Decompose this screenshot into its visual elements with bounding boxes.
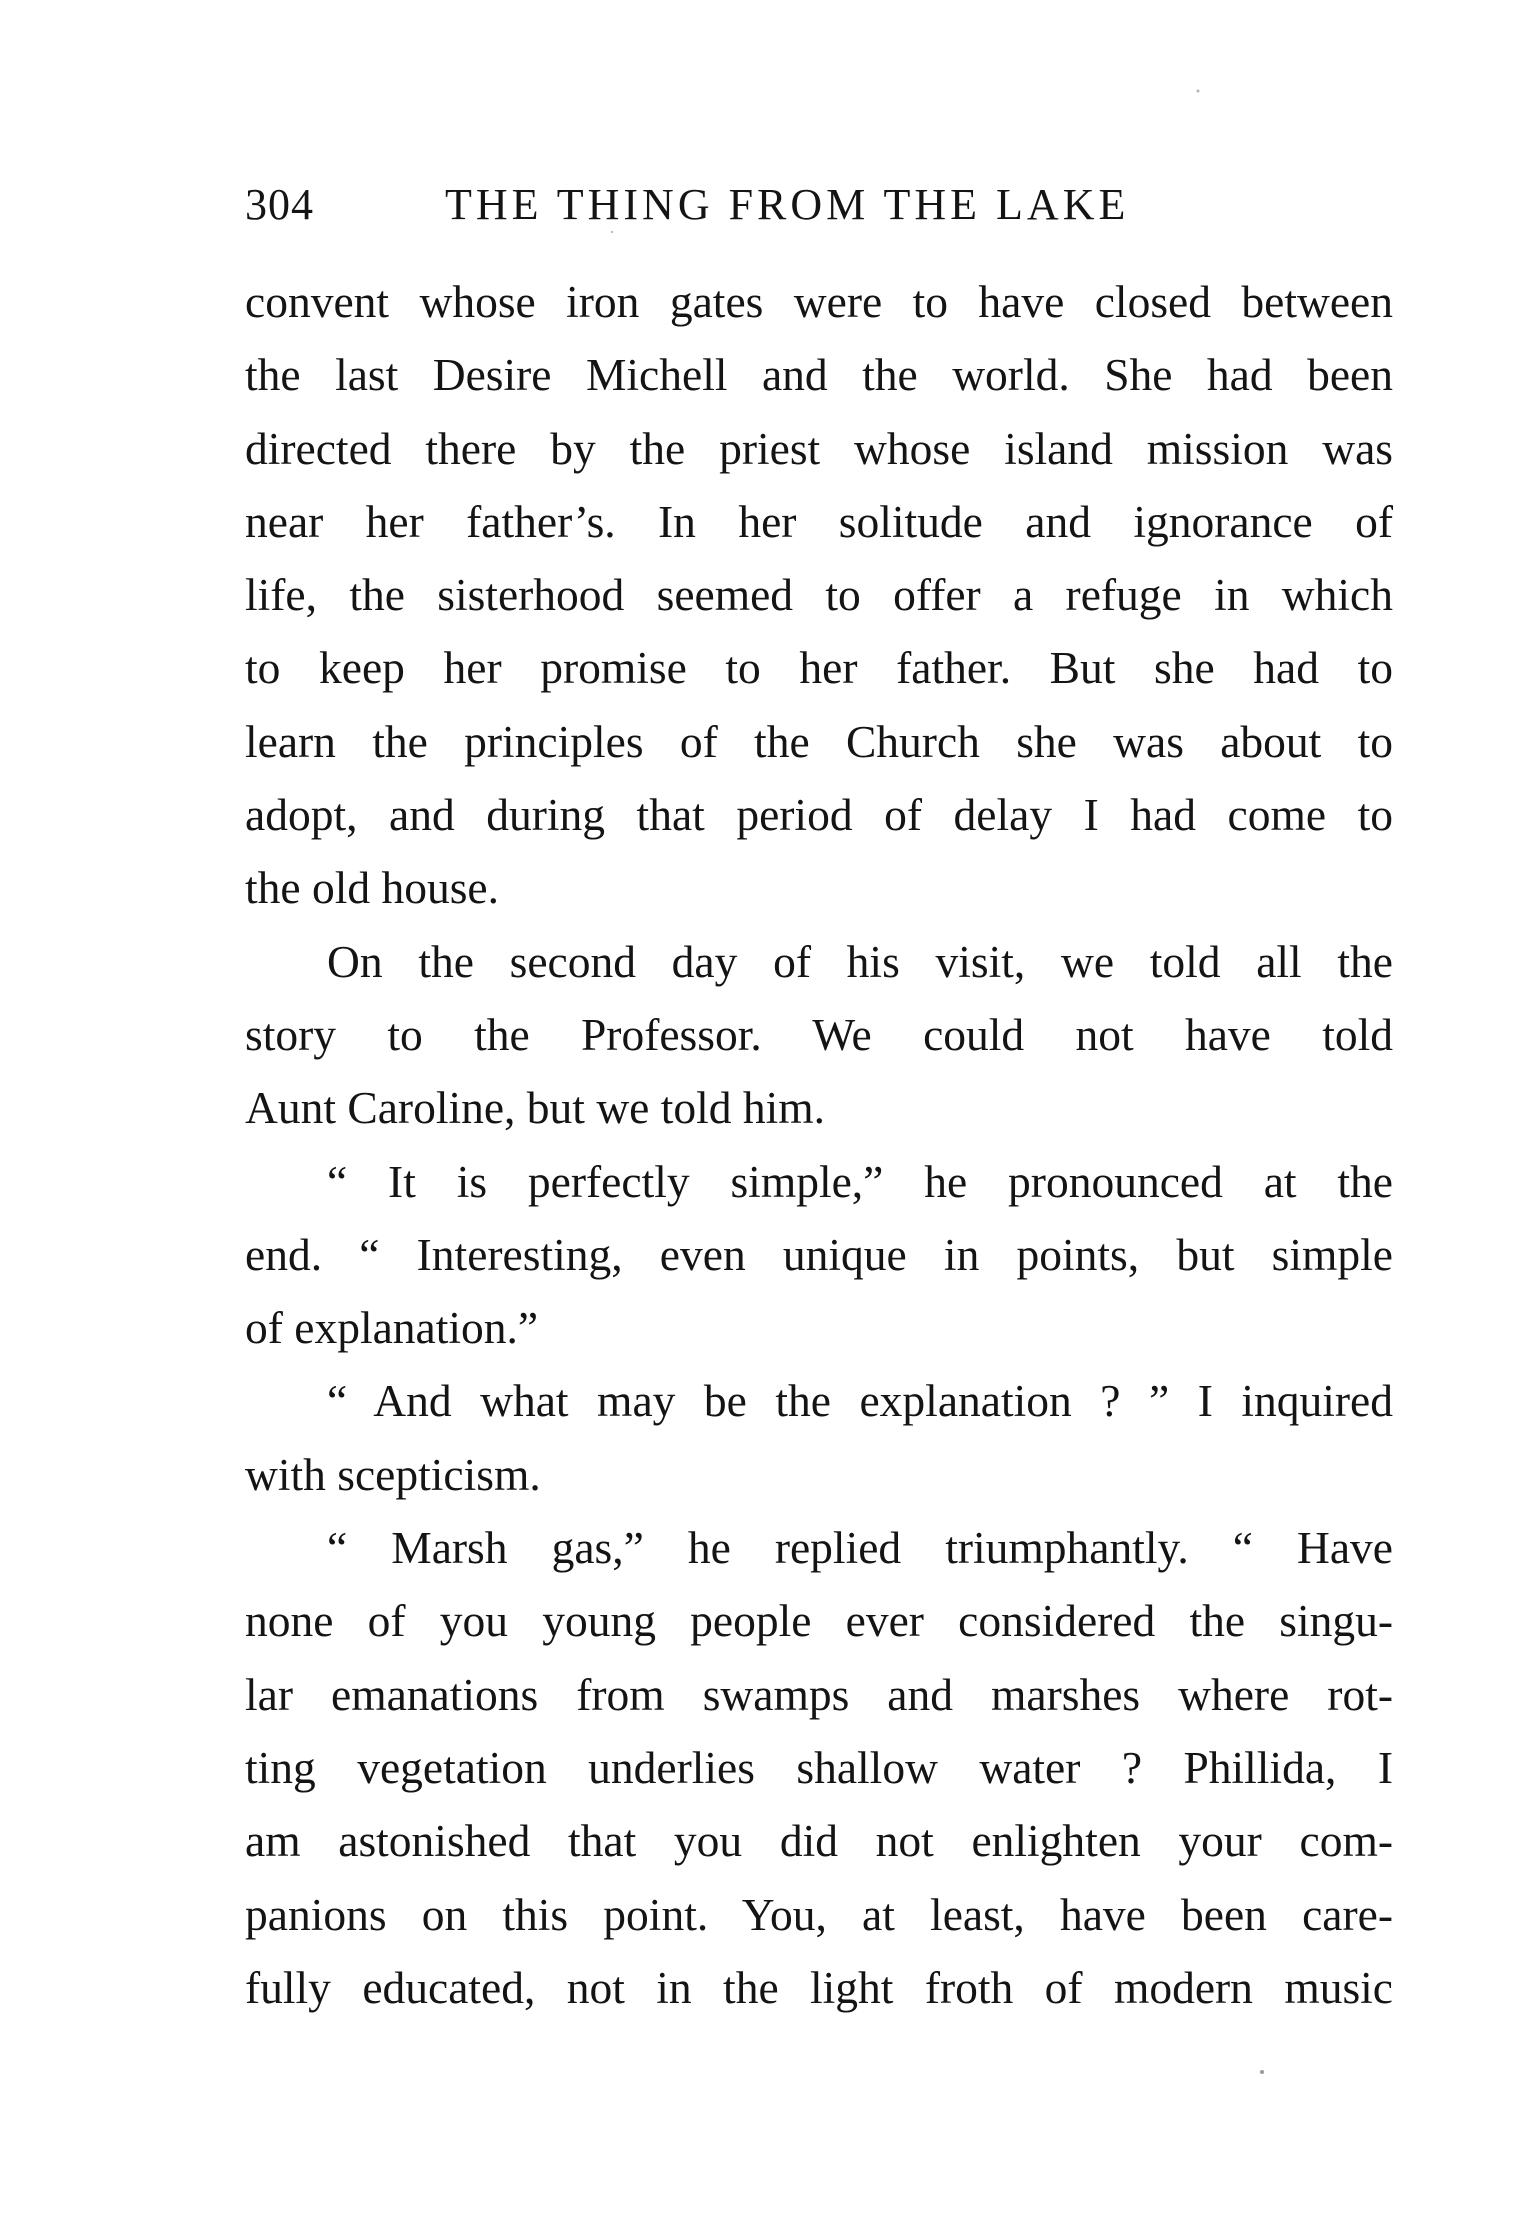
page-number: 304 <box>245 180 314 229</box>
text-line: “ It is perfectly simple,” he pronounced at the <box>327 1155 1393 1207</box>
text-line: to keep her promise to her father. But she had to <box>245 642 1393 694</box>
text-line: ting vegetation underlies shallow water ? Phillida, I <box>245 1741 1393 1793</box>
text-line: near her father’s. In her solitude and ignorance of <box>245 495 1393 547</box>
text-line: life, the sisterhood seemed to offer a refuge in which <box>245 569 1393 621</box>
text-line: the last Desire Michell and the world. She had been <box>245 349 1393 401</box>
text-line: of explanation.” <box>245 1302 539 1354</box>
text-line: convent whose iron gates were to have closed between <box>245 276 1393 327</box>
paper-speck <box>1260 2070 1264 2074</box>
text-line: “ Marsh gas,” he replied triumphantly. “ Have <box>327 1522 1393 1574</box>
page-header <box>245 175 1245 235</box>
text-line: learn the principles of the Church she was about to <box>245 715 1393 767</box>
text-line: adopt, and during that period of delay I had come to <box>245 789 1393 841</box>
text-line: the old house. <box>245 862 500 914</box>
text-line: with scepticism. <box>245 1448 541 1500</box>
body-text <box>245 265 1393 2024</box>
text-line: end. “ Interesting, even unique in points, but simple <box>245 1228 1393 1280</box>
running-title: THE THING FROM THE LAKE <box>445 180 1130 229</box>
paper-speck <box>1197 90 1200 93</box>
text-line: fully educated, not in the light froth of modern music <box>245 1961 1393 2013</box>
text-line: Aunt Caroline, but we told him. <box>245 1082 826 1134</box>
text-line: “ And what may be the explanation ? ” I inquired <box>327 1375 1393 1427</box>
text-line: On the second day of his visit, we told all the <box>327 935 1393 987</box>
text-line: lar emanations from swamps and marshes where rot- <box>245 1668 1393 1720</box>
text-line: panions on this point. You, at least, have been care- <box>245 1888 1393 1940</box>
text-line: directed there by the priest whose island mission was <box>245 422 1393 474</box>
text-line: none of you young people ever considered the singu- <box>245 1595 1393 1647</box>
text-line: story to the Professor. We could not have told <box>245 1008 1393 1060</box>
text-line: am astonished that you did not enlighten your com- <box>245 1815 1393 1867</box>
